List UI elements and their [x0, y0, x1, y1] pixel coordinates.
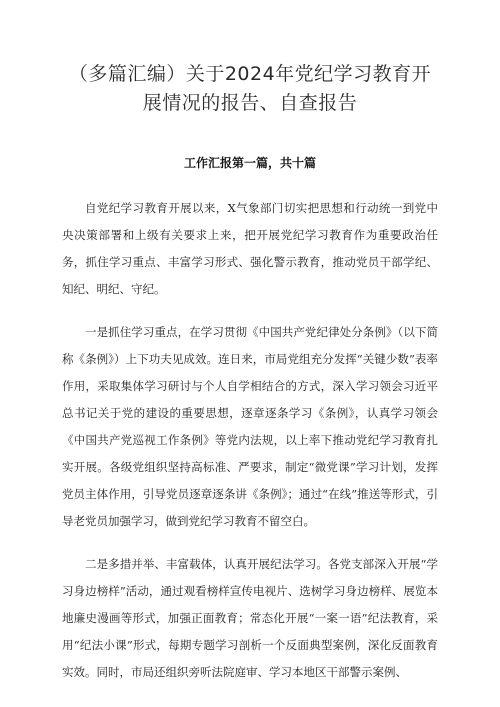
- paragraph-point-two: 二是多措并举、丰富载体，认真开展纪法学习。各党支部深入开展“学习身边榜样”活动，通过观看榜样宣传电视片、选树学习身边榜样、展览本地廉史漫画等形式，加强正面教育；常态化开展“一案一语”纪法教育，采用“纪法小课”形式，每期专题学习剖析一个反面典型案例，深化反面教育实效。同时，市局还组织旁听法院庭审、学习本地区干部警示案例、: [62, 557, 438, 679]
- section-subtitle: 工作汇报第一篇，共十篇: [183, 156, 316, 170]
- document-title-line-1: （多篇汇编）关于2024年党纪学习教育开: [68, 63, 432, 85]
- document-title: [62, 60, 438, 118]
- paragraph-intro: 自党纪学习教育开展以来，X气象部门切实把思想和行动统一到党中央决策部署和上级有关要求上来，把开展党纪学习教育作为重要政治任务，抓住学习重点、丰富学习形式、强化警示教育，推动党员干部学纪、知纪、明纪、守纪。: [62, 201, 438, 296]
- paragraph-point-one: 一是抓住学习重点，在学习贯彻《中国共产党纪律处分条例》（以下简称《条例》）上下功夫见成效。连日来，市局党组充分发挥“关键少数”表率作用，采取集体学习研讨与个人自学相结合的方式，深入学习领会习近平总书记关于党的建设的重要思想，逐章逐条学习《条例》，认真学习领会《中国共产党巡视工作条例》等党内法规，以上率下推动党纪学习教育扎实开展。各级党组织坚持高标准、严要求，制定“微党课”学习计划，发挥党员主体作用，引导党员逐章逐条讲《条例》；通过“在线”推送等形式，引导老党员加强学习，做到党纪学习教育不留空白。: [62, 325, 438, 528]
- document-title-line-2: 展情况的报告、自查报告: [142, 92, 358, 114]
